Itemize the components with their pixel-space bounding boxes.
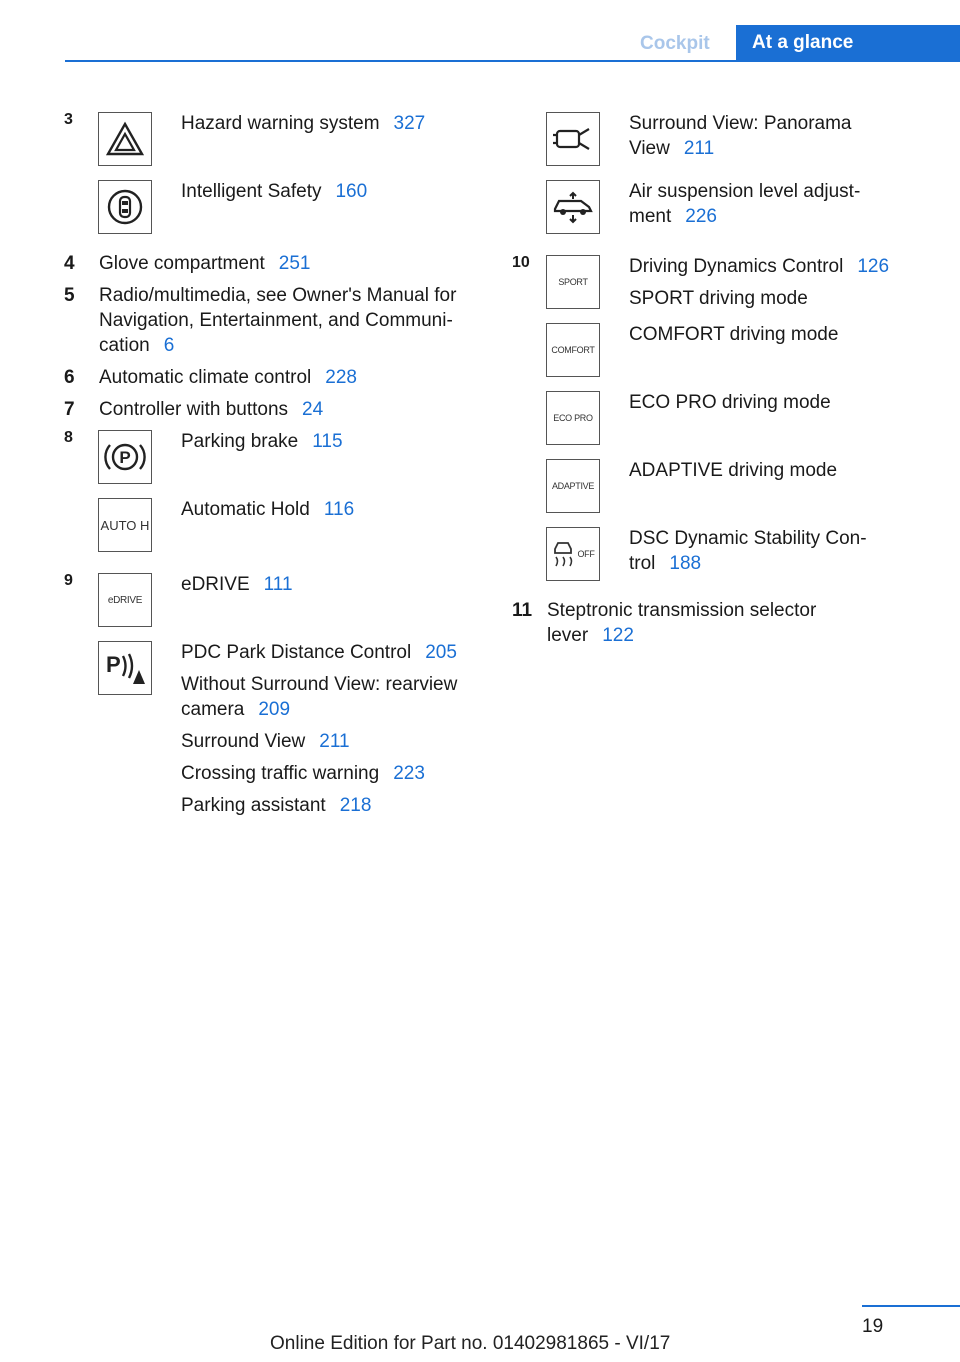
item-label: Parking brake bbox=[181, 431, 299, 452]
item-label: PDC Park Distance Control bbox=[181, 642, 412, 663]
item-label: Hazard warning system bbox=[181, 113, 380, 134]
icon-label: eDRIVE bbox=[107, 594, 143, 606]
comfort-icon bbox=[546, 323, 600, 377]
item-label: Intelligent Safety bbox=[181, 181, 322, 202]
entry-air-suspension bbox=[512, 176, 912, 251]
entry-sport-mode bbox=[512, 251, 912, 319]
tab-cockpit[interactable]: Cockpit bbox=[640, 33, 710, 54]
entry-radio-multimedia bbox=[64, 283, 494, 358]
entry-eco-pro-mode bbox=[512, 387, 912, 455]
edrive-icon bbox=[98, 573, 152, 627]
dsc-off-icon bbox=[546, 527, 600, 581]
item-label-line: View bbox=[629, 138, 670, 159]
entry-steptronic bbox=[512, 598, 912, 648]
entry-edrive bbox=[64, 569, 494, 637]
item-label: Surround View bbox=[181, 731, 306, 752]
entry-parking-brake bbox=[64, 426, 494, 494]
icon-label: SPORT bbox=[558, 277, 588, 287]
auto-hold-icon bbox=[98, 498, 152, 552]
item-label: Driving Dynamics Control bbox=[629, 256, 844, 277]
eco-pro-icon bbox=[546, 391, 600, 445]
air-suspension-icon bbox=[546, 180, 600, 234]
page-link[interactable]: 24 bbox=[302, 399, 324, 420]
page-link[interactable]: 116 bbox=[323, 499, 355, 520]
icon-label: COMFORT bbox=[551, 345, 595, 355]
page-link[interactable]: 228 bbox=[325, 367, 357, 388]
item-label-line: Without Surround View: rearview bbox=[181, 674, 458, 695]
item-label: Controller with buttons bbox=[99, 399, 289, 420]
item-number: 7 bbox=[64, 399, 75, 420]
item-label-line: camera bbox=[181, 699, 245, 720]
item-label: SPORT driving mode bbox=[629, 288, 808, 309]
entry-adaptive-mode bbox=[512, 455, 912, 523]
svg-text:P: P bbox=[119, 448, 131, 467]
header-rule bbox=[65, 60, 960, 62]
item-label: Parking assistant bbox=[181, 795, 326, 816]
item-number: 6 bbox=[64, 367, 75, 388]
left-column bbox=[64, 108, 494, 837]
sport-icon bbox=[546, 255, 600, 309]
entry-controller bbox=[64, 397, 494, 422]
entry-panorama-view bbox=[512, 108, 912, 176]
item-label: ECO PRO driving mode bbox=[629, 392, 831, 413]
entry-pdc bbox=[64, 637, 494, 837]
svg-text:P: P bbox=[106, 652, 121, 677]
page-link[interactable]: 115 bbox=[312, 431, 343, 452]
tab-at-a-glance[interactable]: At a glance bbox=[736, 25, 960, 61]
footer-rule bbox=[862, 1305, 960, 1307]
intelligent-safety-icon bbox=[98, 180, 152, 234]
item-label-line: lever bbox=[547, 625, 589, 646]
page-number: 19 bbox=[862, 1316, 884, 1337]
page-link[interactable]: 327 bbox=[393, 113, 426, 134]
item-label: eDRIVE bbox=[181, 574, 250, 595]
adaptive-icon bbox=[546, 459, 600, 513]
item-label-line: cation bbox=[99, 335, 150, 356]
page-link[interactable]: 188 bbox=[669, 553, 702, 574]
page-link[interactable]: 111 bbox=[263, 574, 293, 595]
item-number: 5 bbox=[64, 285, 75, 306]
item-label: Glove compartment bbox=[99, 253, 265, 274]
item-label: Crossing traffic warning bbox=[181, 763, 380, 784]
entry-automatic-hold bbox=[64, 494, 494, 569]
item-label-line: trol bbox=[629, 553, 656, 574]
entry-hazard-warning bbox=[64, 108, 494, 176]
edition-footer: Online Edition for Part no. 01402981865 - VI/17 bbox=[270, 1333, 671, 1354]
entry-comfort-mode bbox=[512, 319, 912, 387]
item-number: 9 bbox=[64, 572, 73, 589]
item-label-line: Surround View: Panorama bbox=[629, 113, 852, 134]
item-label-line: Steptronic transmission selector bbox=[547, 600, 817, 621]
page-link[interactable]: 126 bbox=[857, 256, 890, 277]
item-number: 8 bbox=[64, 429, 73, 446]
page-link[interactable]: 226 bbox=[685, 206, 717, 227]
entry-glove-compartment bbox=[64, 251, 494, 276]
item-label: ADAPTIVE driving mode bbox=[629, 460, 838, 481]
page-link[interactable]: 218 bbox=[339, 795, 372, 816]
entry-dsc bbox=[512, 523, 912, 598]
item-number: 3 bbox=[64, 111, 73, 128]
icon-label: OFF bbox=[577, 549, 595, 559]
page-link[interactable]: 223 bbox=[393, 763, 425, 784]
icon-label: ECO PRO bbox=[553, 413, 593, 423]
right-column bbox=[512, 108, 912, 648]
item-label-line: DSC Dynamic Stability Con- bbox=[629, 528, 867, 549]
item-label: COMFORT driving mode bbox=[629, 324, 839, 345]
icon-label: ADAPTIVE bbox=[551, 481, 595, 491]
page-link[interactable]: 6 bbox=[163, 335, 175, 356]
item-number: 4 bbox=[64, 253, 75, 274]
item-label: Automatic Hold bbox=[181, 499, 310, 520]
page-link[interactable]: 160 bbox=[335, 181, 368, 202]
page-link[interactable]: 209 bbox=[258, 699, 291, 720]
page-link[interactable]: 122 bbox=[602, 625, 634, 646]
item-number: 11 bbox=[512, 600, 533, 621]
item-label: Automatic climate control bbox=[99, 367, 312, 388]
panorama-view-icon bbox=[546, 112, 600, 166]
entry-climate-control bbox=[64, 365, 494, 390]
entry-intelligent-safety bbox=[64, 176, 494, 251]
page-link[interactable]: 251 bbox=[278, 253, 311, 274]
item-number: 10 bbox=[512, 254, 530, 271]
page-link[interactable]: 211 bbox=[683, 138, 715, 159]
parking-brake-icon bbox=[98, 430, 152, 484]
item-label-line: ment bbox=[629, 206, 672, 227]
icon-label: AUTO H bbox=[100, 517, 150, 533]
item-label-line: Radio/multimedia, see Owner's Manual for bbox=[99, 285, 457, 306]
hazard-warning-icon bbox=[98, 112, 152, 166]
item-label-line: Air suspension level adjust- bbox=[629, 181, 861, 202]
park-distance-control-icon bbox=[98, 641, 152, 695]
page-link[interactable]: 211 bbox=[319, 731, 350, 752]
page-link[interactable]: 205 bbox=[425, 642, 457, 663]
item-label-line: Navigation, Entertainment, and Communi- bbox=[99, 310, 453, 331]
